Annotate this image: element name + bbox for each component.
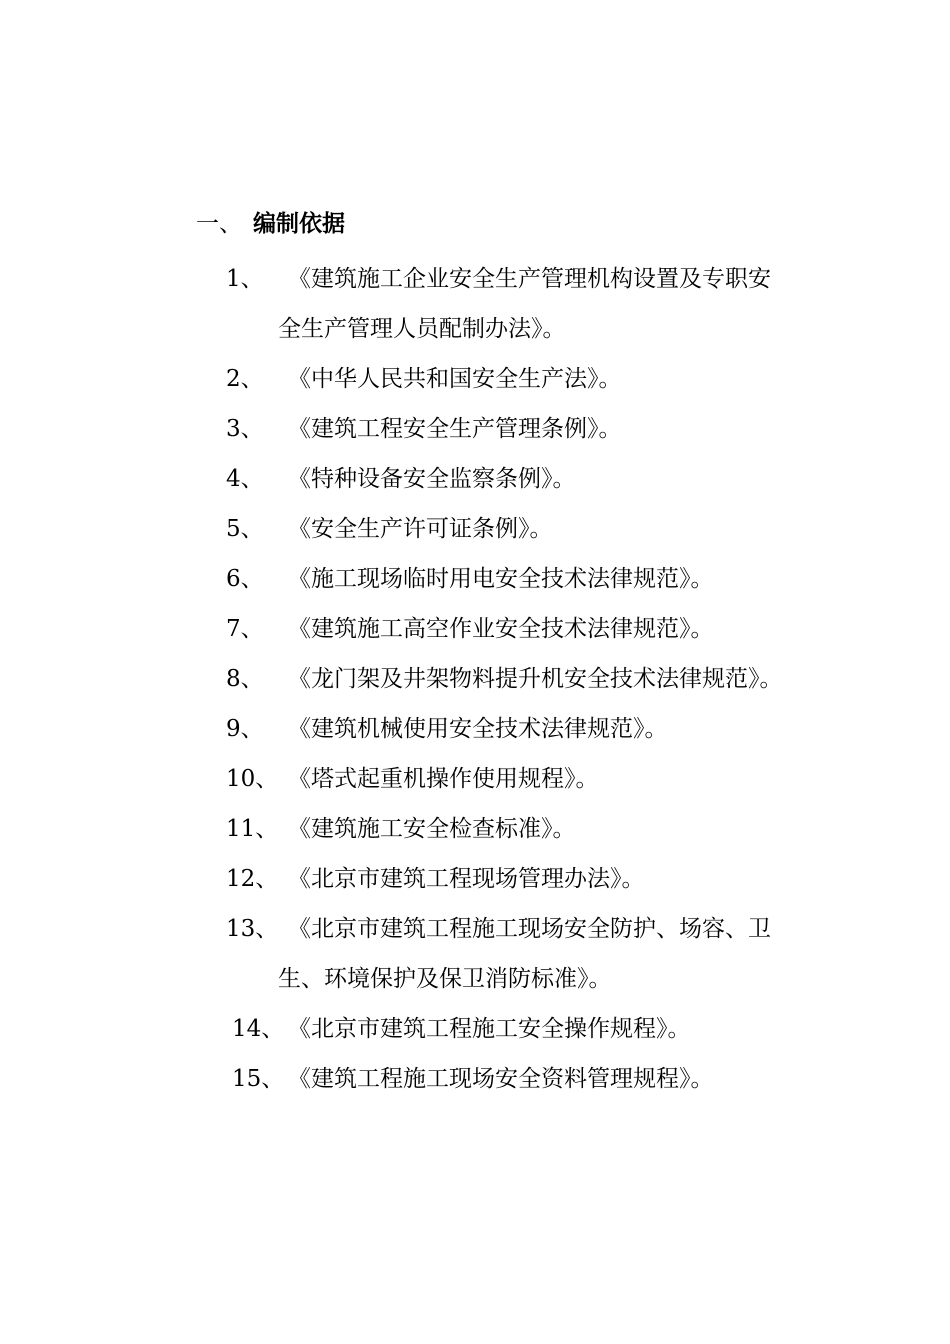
item-number: 13、 (226, 916, 279, 942)
item-number: 4、 (226, 466, 264, 492)
item-text (288, 854, 833, 904)
item-text-line: 《塔式起重机操作使用规程》。 (288, 766, 599, 792)
item-text (288, 454, 833, 504)
list-item (226, 754, 846, 804)
item-text (288, 654, 833, 704)
item-number: 8、 (226, 666, 264, 692)
item-text (288, 604, 833, 654)
item-text (288, 354, 833, 404)
item-text-line: 《中华人民共和国安全生产法》。 (288, 366, 622, 392)
item-text (288, 1054, 833, 1104)
item-number: 3、 (226, 416, 264, 442)
item-text (288, 554, 833, 604)
item-text-line: 《建筑工程安全生产管理条例》。 (288, 416, 622, 442)
item-text-line: 《安全生产许可证条例》。 (288, 516, 553, 542)
item-number: 1、 (226, 266, 264, 292)
item-text-line: 《建筑施工企业安全生产管理机构设置及专职安 (288, 266, 771, 292)
item-number: 9、 (226, 716, 264, 742)
section-number: 一、 (196, 211, 242, 237)
list-item (226, 554, 846, 604)
list-item (226, 1054, 846, 1104)
item-text-line: 《龙门架及井架物料提升机安全技术法律规范》。 (288, 666, 783, 692)
item-text-line: 《建筑工程施工现场安全资料管理规程》。 (288, 1066, 714, 1092)
item-text-line: 《建筑施工安全检查标准》。 (288, 816, 576, 842)
list-item (226, 404, 846, 454)
item-text (278, 904, 833, 1004)
list-item (226, 904, 846, 1004)
item-number: 7、 (226, 616, 264, 642)
list-item (226, 654, 846, 704)
list-item (226, 804, 846, 854)
item-text (288, 754, 833, 804)
item-text-line-continued: 全生产管理人员配制办法》。 (278, 316, 566, 342)
item-text-line: 《特种设备安全监察条例》。 (288, 466, 576, 492)
item-number: 2、 (226, 366, 264, 392)
item-number: 15、 (232, 1066, 285, 1092)
item-number: 14、 (232, 1016, 285, 1042)
item-number: 12、 (226, 866, 279, 892)
section-heading (196, 206, 345, 242)
item-text-line: 《施工现场临时用电安全技术法律规范》。 (288, 566, 714, 592)
list-item (226, 454, 846, 504)
item-text (288, 1004, 833, 1054)
item-text (288, 804, 833, 854)
list-item (226, 354, 846, 404)
list-item (226, 1004, 846, 1054)
item-text (288, 504, 833, 554)
item-text (288, 704, 833, 754)
list-item (226, 254, 846, 354)
item-text-line: 《建筑施工高空作业安全技术法律规范》。 (288, 616, 714, 642)
item-text-line: 《北京市建筑工程施工现场安全防护、场容、卫 (288, 916, 771, 942)
item-number: 5、 (226, 516, 264, 542)
list-item (226, 704, 846, 754)
section-title: 编制依据 (253, 211, 345, 237)
reference-list (226, 254, 846, 1104)
item-number: 11、 (226, 816, 279, 842)
item-text (278, 254, 833, 354)
item-text-line-continued: 生、环境保护及保卫消防标准》。 (278, 966, 612, 992)
item-text (288, 404, 833, 454)
item-text-line: 《北京市建筑工程现场管理办法》。 (288, 866, 645, 892)
item-number: 10、 (226, 766, 279, 792)
item-text-line: 《建筑机械使用安全技术法律规范》。 (288, 716, 668, 742)
list-item (226, 854, 846, 904)
list-item (226, 504, 846, 554)
item-number: 6、 (226, 566, 264, 592)
item-text-line: 《北京市建筑工程施工安全操作规程》。 (288, 1016, 691, 1042)
list-item (226, 604, 846, 654)
